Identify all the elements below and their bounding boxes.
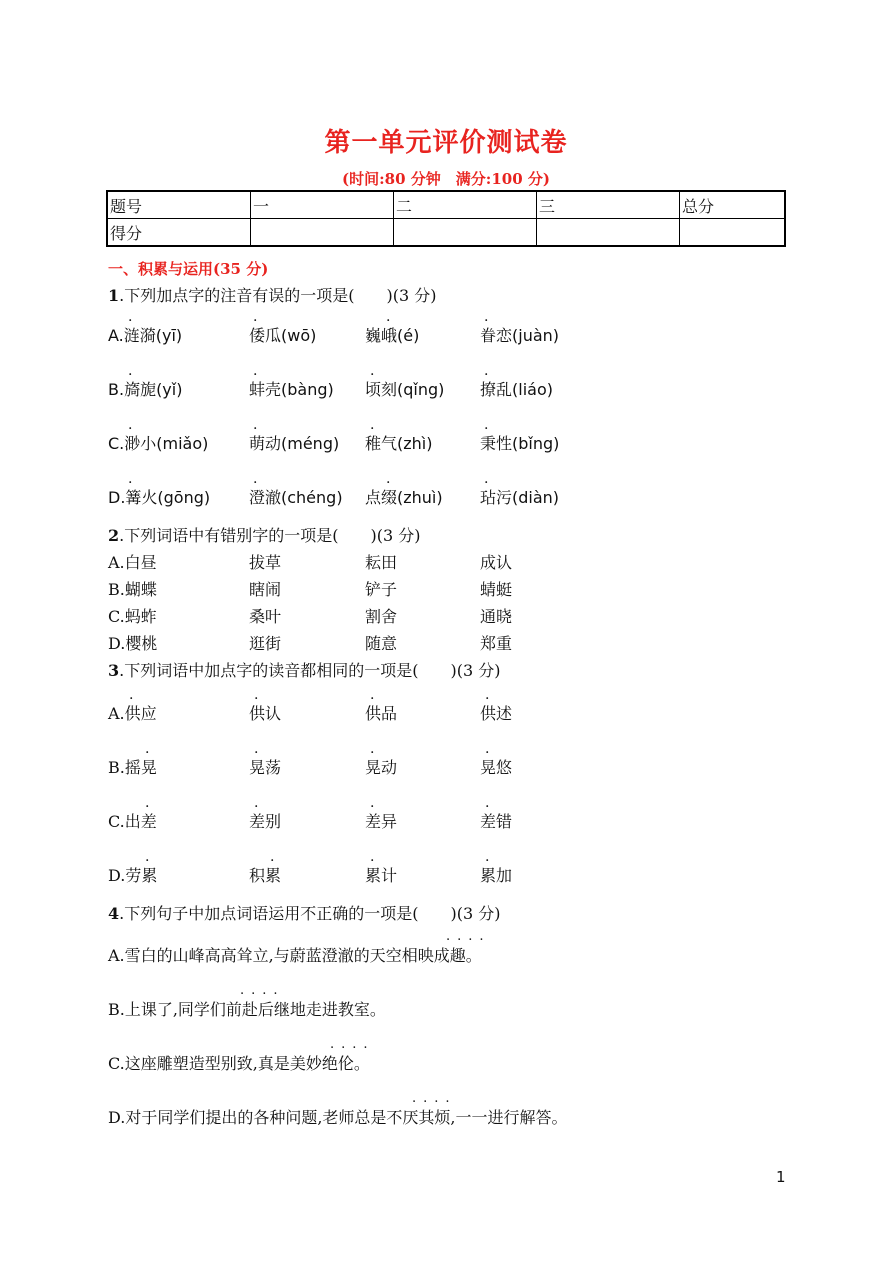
option-item: 蚌壳(bàng) xyxy=(249,380,334,399)
option-item: 巍峨(é) xyxy=(365,326,420,345)
score-table-header-row xyxy=(107,191,785,219)
question-number: 3 xyxy=(108,661,120,680)
option-item: 铲子 xyxy=(365,580,398,599)
option-item: 供认 xyxy=(249,704,282,723)
option-item: 通晓 xyxy=(480,607,513,626)
option-item: 累计 xyxy=(365,866,398,885)
option-item: 顷刻(qǐng) xyxy=(365,380,445,399)
option-item: D.樱桃 xyxy=(108,634,158,653)
option-item: 澄澈(chéng) xyxy=(249,488,343,507)
score-table-cell: 一 xyxy=(251,191,394,219)
option-item: B.摇晃 xyxy=(108,758,157,777)
question-number: 2 xyxy=(108,526,120,545)
option-item: 拔草 xyxy=(249,553,282,572)
option-item: 随意 xyxy=(365,634,398,653)
score-table-cell[interactable] xyxy=(537,219,680,247)
option-item: 瞎闹 xyxy=(249,580,282,599)
option-item: 郑重 xyxy=(480,634,513,653)
option-item: A.供应 xyxy=(108,704,157,723)
question-text: .下列词语中有错别字的一项是( )(3 分) xyxy=(119,526,421,545)
option-item: 倭瓜(wō) xyxy=(249,326,317,345)
option-item: D.篝火(gōng) xyxy=(108,488,211,507)
score-table-cell[interactable] xyxy=(394,219,537,247)
option-item: A.涟漪(yī) xyxy=(108,326,183,345)
option-item: 耘田 xyxy=(365,553,398,572)
option-item: 供述 xyxy=(480,704,513,723)
q4-sentence: C.这座雕塑造型别致,真是美妙绝伦。 .... xyxy=(108,1037,375,1073)
option-item: 割舍 xyxy=(365,607,398,626)
option-item: 成认 xyxy=(480,553,513,572)
section-heading: 一、积累与运用(35 分) xyxy=(108,260,269,278)
option-item: A.白昼 xyxy=(108,553,157,572)
option-item: 撩乱(liáo) xyxy=(480,380,553,399)
question-3 xyxy=(108,661,500,681)
option-item: 稚气(zhì) xyxy=(365,434,433,453)
q4-sentence: B.上课了,同学们前赴后继地走进教室。 .... xyxy=(108,983,386,1019)
score-table-cell: 二 xyxy=(394,191,537,219)
option-item: B.旖旎(yǐ) xyxy=(108,380,183,399)
option-item: 点缀(zhuì) xyxy=(365,488,443,507)
page-subtitle: (时间:80 分钟 满分:100 分) xyxy=(342,170,550,188)
score-table-cell: 题号 xyxy=(107,191,251,219)
q4-sentence: A.雪白的山峰高高耸立,与蔚蓝澄澈的天空相映成趣。 .... xyxy=(108,929,491,965)
option-item: 差异 xyxy=(365,812,398,831)
option-item: C.出差 xyxy=(108,812,157,831)
option-item: 差错 xyxy=(480,812,513,831)
option-item: 晃荡 xyxy=(249,758,282,777)
option-item: 晃动 xyxy=(365,758,398,777)
option-item: 累加 xyxy=(480,866,513,885)
question-number: 1 xyxy=(108,286,120,305)
option-item: B.蝴蝶 xyxy=(108,580,157,599)
option-item: C.蚂蚱 xyxy=(108,607,157,626)
option-item: 供品 xyxy=(365,704,398,723)
score-table-score-row xyxy=(107,219,785,247)
score-table-cell: 得分 xyxy=(107,219,251,247)
sentence-text: D.对于同学们提出的各种问题,老师总是不厌其烦,一一进行解答。 xyxy=(108,1108,568,1127)
sentence-text: C.这座雕塑造型别致,真是美妙绝伦。 xyxy=(108,1054,370,1073)
page-title: 第一单元评价测试卷 xyxy=(324,128,568,158)
q4-sentence: D.对于同学们提出的各种问题,老师总是不厌其烦,一一进行解答。 .... xyxy=(108,1091,568,1127)
option-item: 积累 xyxy=(249,866,282,885)
sentence-text: A.雪白的山峰高高耸立,与蔚蓝澄澈的天空相映成趣。 xyxy=(108,946,482,965)
question-text: .下列句子中加点词语运用不正确的一项是( )(3 分) xyxy=(119,904,501,923)
question-text: .下列加点字的注音有误的一项是( )(3 分) xyxy=(119,286,437,305)
option-item: 萌动(méng) xyxy=(249,434,340,453)
option-item: 玷污(diàn) xyxy=(480,488,560,507)
option-item: C.渺小(miǎo) xyxy=(108,434,209,453)
score-table-cell[interactable] xyxy=(680,219,786,247)
question-4 xyxy=(108,904,500,924)
question-text: .下列词语中加点字的读音都相同的一项是( )(3 分) xyxy=(119,661,501,680)
sentence-text: B.上课了,同学们前赴后继地走进教室。 xyxy=(108,1000,386,1019)
option-item: 逛街 xyxy=(249,634,282,653)
score-table xyxy=(106,190,786,247)
option-item: 差别 xyxy=(249,812,282,831)
question-2 xyxy=(108,526,420,546)
score-table-cell[interactable] xyxy=(251,219,394,247)
score-table-cell: 三 xyxy=(537,191,680,219)
option-item: 眷恋(juàn) xyxy=(480,326,560,345)
option-item: 秉性(bǐng) xyxy=(480,434,560,453)
option-item: 桑叶 xyxy=(249,607,282,626)
option-item: 蜻蜓 xyxy=(480,580,513,599)
score-table-cell: 总分 xyxy=(680,191,786,219)
question-1 xyxy=(108,286,436,306)
option-item: D.劳累 xyxy=(108,866,158,885)
page-number: 1 xyxy=(776,1168,786,1186)
question-number: 4 xyxy=(108,904,120,923)
option-item: 晃悠 xyxy=(480,758,513,777)
